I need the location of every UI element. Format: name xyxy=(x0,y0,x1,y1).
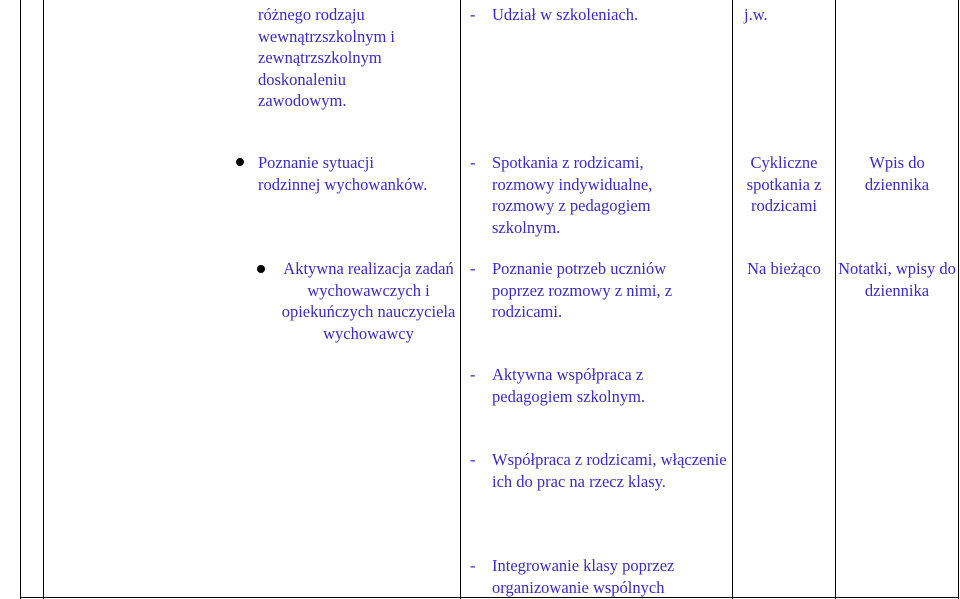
row3-task1: Poznanie potrzeb uczniów poprzez rozmowy z nimi, z rodzicami. xyxy=(492,259,673,321)
row3-task2: Aktywna współpraca z pedagogiem szkolnym. xyxy=(492,365,646,406)
row1-task-dash: - xyxy=(470,5,476,24)
row1-term: j.w. xyxy=(744,5,768,24)
row3-task4-dash: - xyxy=(470,556,476,575)
table-border-bottom xyxy=(20,597,959,598)
row3-task3: Współpraca z rodzicami, włączenie ich do prac na rzecz klasy. xyxy=(492,450,727,491)
row3-bullet xyxy=(257,265,265,273)
row2-task: Spotkania z rodzicami, rozmowy indywidualne, rozmowy z pedagogiem szkolnym. xyxy=(492,153,653,237)
table-border-left xyxy=(20,0,21,599)
row3-task1-dash: - xyxy=(470,259,476,278)
row3-task2-dash: - xyxy=(470,365,476,384)
row2-task-dash: - xyxy=(470,153,476,172)
row3-evaluation: Notatki, wpisy do dziennika xyxy=(838,259,956,300)
row3-task3-dash: - xyxy=(470,450,476,469)
row3-term: Na bieżąco xyxy=(747,259,821,278)
row1-goal: różnego rodzaju wewnątrzszkolnym i zewnątrzszkolnym doskonaleniu zawodowym. xyxy=(258,5,396,110)
row3-goal: Aktywna realizacja zadań wychowawczych i opiekuńczych nauczyciela wychowawcy xyxy=(281,259,456,343)
row1-task: Udział w szkoleniach. xyxy=(492,5,639,24)
row2-bullet xyxy=(236,158,244,166)
row2-term: Cykliczne spotkania z rodzicami xyxy=(746,153,822,215)
column-divider-1 xyxy=(43,0,44,599)
row3-task4: Integrowanie klasy poprzez organizowanie wspólnych xyxy=(492,556,675,597)
row2-evaluation: Wpis do dziennika xyxy=(864,153,930,194)
table-border-right xyxy=(958,0,959,599)
row2-goal: Poznanie sytuacji rodzinnej wychowanków. xyxy=(258,153,428,194)
column-divider-3 xyxy=(732,0,733,599)
